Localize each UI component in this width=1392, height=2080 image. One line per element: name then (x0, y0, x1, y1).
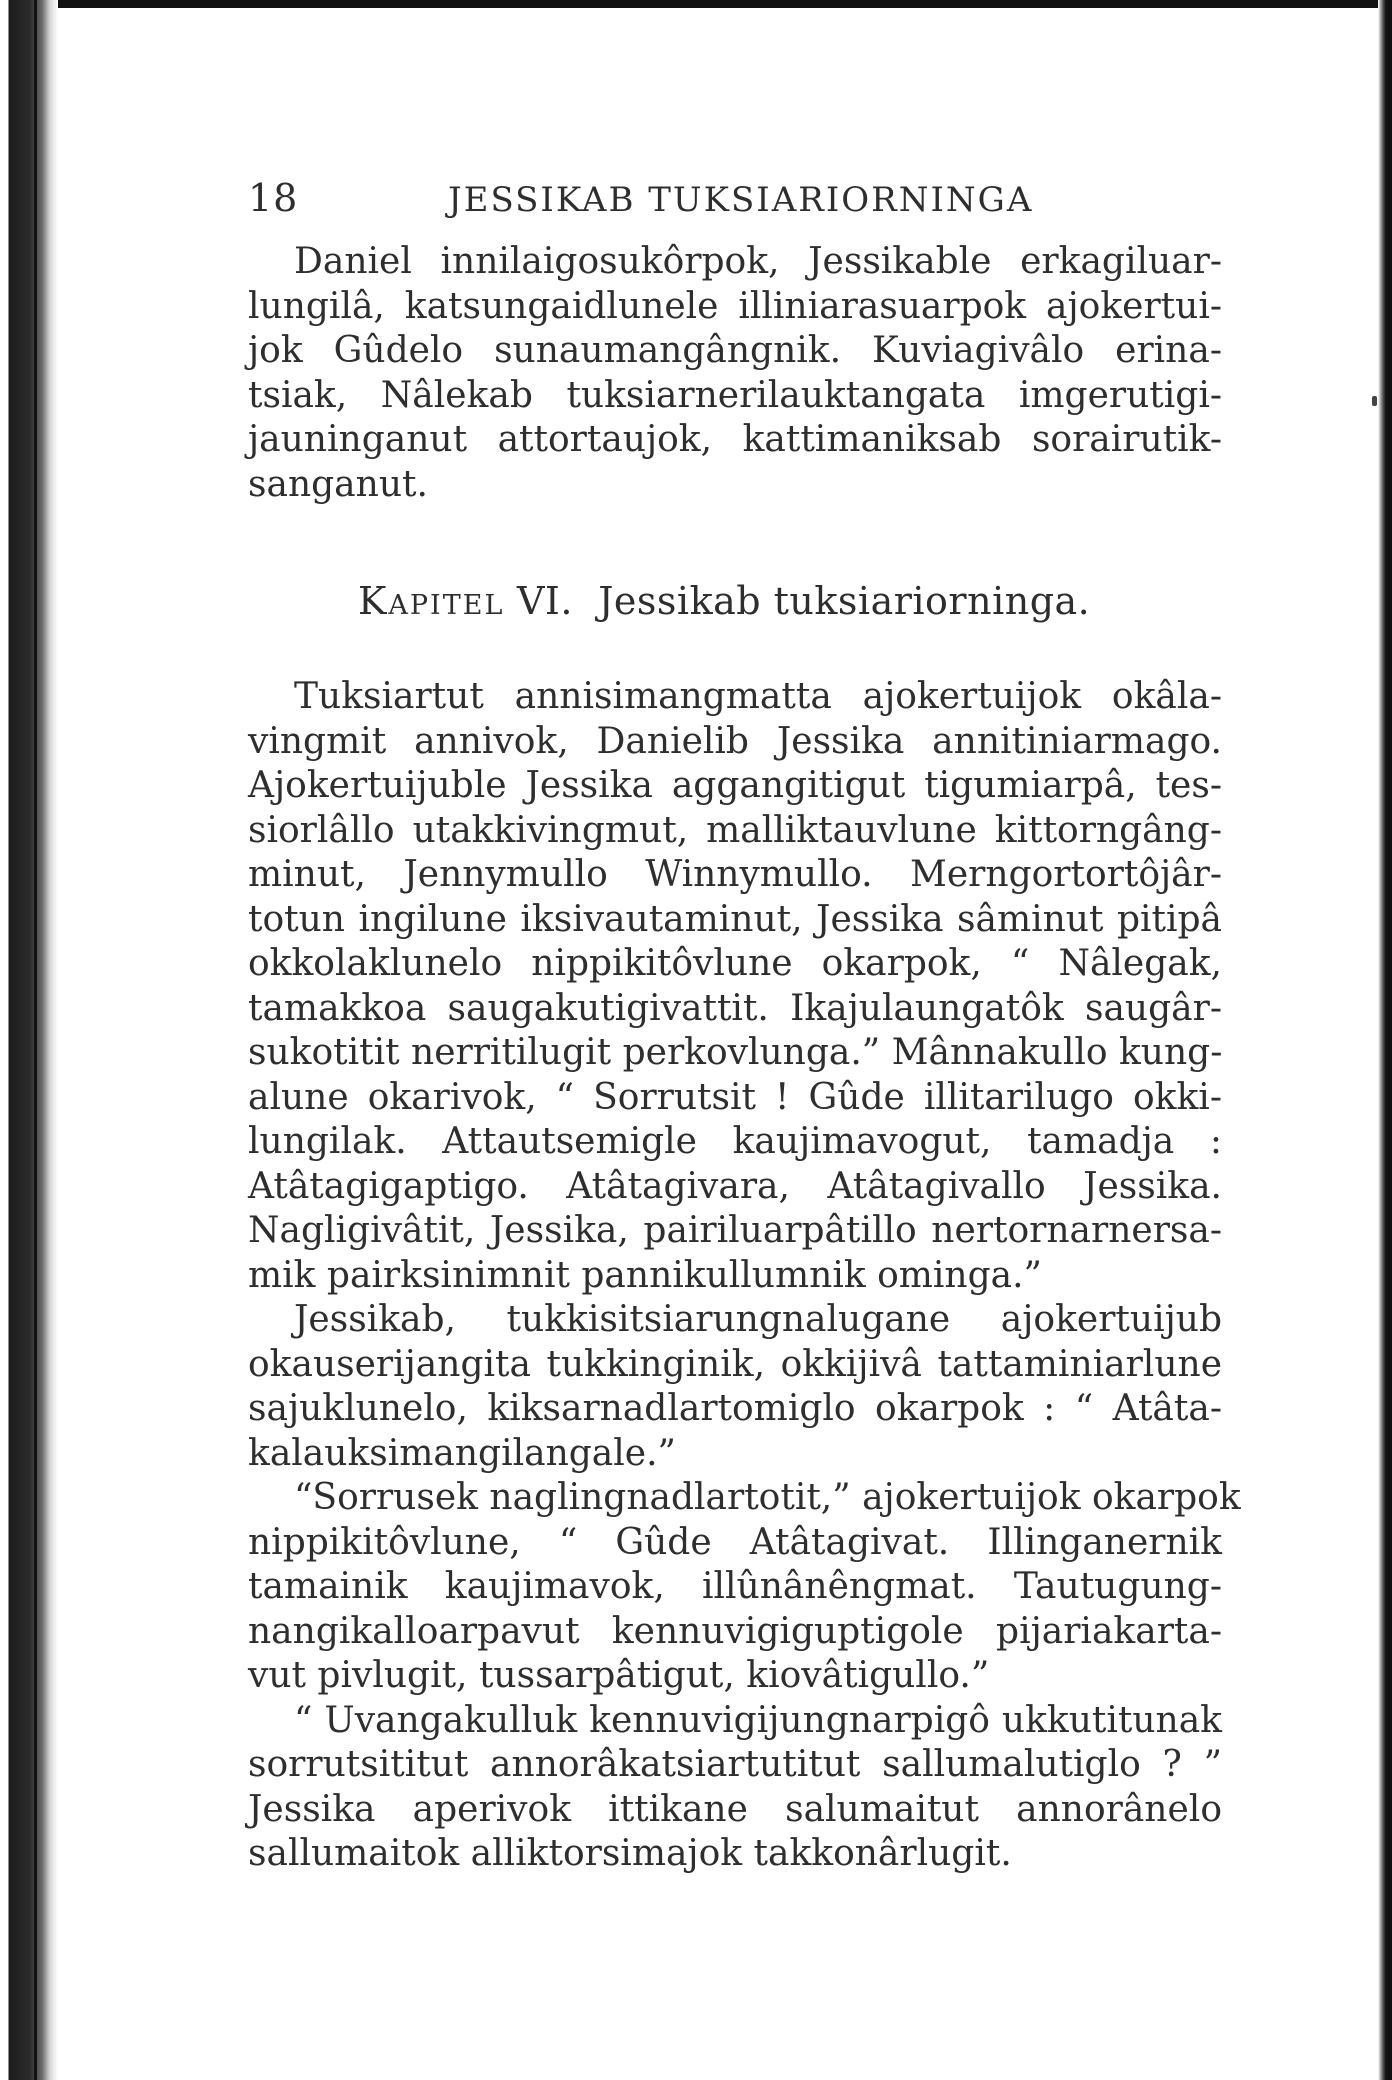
text-line: Jessika aperivok ittikane salumaitut annorânelo (248, 1788, 1222, 1830)
text-line: nangikalloarpavut kennuvigiguptigole pijariakarta- (248, 1610, 1222, 1652)
chapter-label: Kapitel (358, 579, 505, 623)
text-line: lungilak. Attautsemigle kaujimavogut, tamadja : (248, 1121, 1222, 1162)
text-line: sanganut. (248, 463, 428, 505)
text-line: minut, Jennymullo Winnymullo. Merngortortôjâr- (248, 854, 1222, 895)
scan-binding-edge (0, 0, 58, 2080)
text-line: sukotitit nerritilugit perkovlunga.” Mânnakullo kung- (248, 1032, 1223, 1073)
text-line: tamainik kaujimavok, illûnânêngmat. Tautugung- (248, 1566, 1222, 1607)
running-title: JESSIKAB TUKSIARIORNINGA (448, 180, 1034, 220)
text-line: okauserijangita tukkinginik, okkijivâ tattaminiarlune (248, 1343, 1222, 1385)
text-line: Nagligivâtit, Jessika, pairiluarpâtillo nertornarnersa- (248, 1210, 1222, 1251)
text-line: tamakkoa saugakutigivattit. Ikajulaungatôk saugâr- (248, 987, 1222, 1029)
scan-top-edge (0, 0, 1392, 8)
text-line: sajuklunelo, kiksarnadlartomiglo okarpok : “ Atâta- (248, 1388, 1222, 1429)
text-line: alune okarivok, “ Sorrutsit ! Gûde illitarilugo okki- (248, 1076, 1222, 1118)
text-line: vingmit annivok, Danielib Jessika annitiniarmago. (248, 720, 1222, 762)
text-line: tsiak, Nâlekab tuksiarnerilauktangata imgerutigi- (248, 374, 1222, 416)
text-line: “ Uvangakulluk kennuvigijungnarpigô ukkutitunak (294, 1699, 1222, 1741)
text-line: sorrutsititut annorâkatsiartutitut sallumalutiglo ? ” (248, 1744, 1222, 1785)
paragraph-5 (248, 1699, 1222, 1877)
text-line: nippikitôvlune, “ Gûde Atâtagivat. Illinganernik (248, 1521, 1222, 1563)
text-line: jok Gûdelo sunaumangângnik. Kuviagivâlo erina- (248, 330, 1222, 371)
chapter-number: VI. (516, 579, 574, 623)
scan-right-edge (1378, 0, 1392, 2080)
text-line: sallumaitok alliktorsimajok takkonârlugit. (248, 1833, 1012, 1874)
page-header (248, 176, 1222, 240)
text-line: Daniel innilaigosukôrpok, Jessikable erkagiluar- (294, 241, 1222, 282)
paragraph-3 (248, 1298, 1222, 1476)
paragraph-1 (248, 240, 1222, 507)
scan-binding-line (34, 0, 37, 2080)
chapter-heading (358, 579, 1222, 623)
chapter-title: Jessikab tuksiariorninga. (598, 579, 1091, 623)
text-line: Jessikab, tukkisitsiarungnalugane ajokertuijub (294, 1299, 1222, 1340)
text-line: vut pivlugit, tussarpâtigut, kiovâtigullo.” (248, 1655, 990, 1696)
text-line: Atâtagigaptigo. Atâtagivara, Atâtagivallo Jessika. (248, 1165, 1222, 1207)
text-line: mik pairksinimnit pannikullumnik ominga.” (248, 1254, 1042, 1296)
text-line: okkolaklunelo nippikitôvlune okarpok, “ Nâlegak, (248, 943, 1222, 984)
text-line: kalauksimangilangale.” (248, 1432, 676, 1474)
text-line: lungilâ, katsungaidlunele illiniarasuarpok ajokertui- (248, 285, 1222, 327)
text-line: siorlâllo utakkivingmut, malliktauvlune kittorngâng- (248, 809, 1222, 851)
text-line: “Sorrusek naglingnadlartotit,” ajokertuijok okarpok (294, 1477, 1241, 1518)
text-line: totun ingilune iksivautaminut, Jessika sâminut pitipâ (248, 898, 1222, 940)
text-line: jauninganut attortaujok, kattimaniksab sorairutik- (248, 419, 1222, 460)
scan-speck (1372, 396, 1377, 406)
paragraph-2 (248, 675, 1222, 1298)
text-line: Ajokertuijuble Jessika aggangitigut tigumiarpâ, tes- (248, 765, 1222, 806)
book-page (248, 176, 1241, 1877)
text-line: Tuksiartut annisimangmatta ajokertuijok okâla- (294, 676, 1222, 717)
paragraph-4 (248, 1476, 1241, 1699)
page-number: 18 (248, 176, 299, 220)
